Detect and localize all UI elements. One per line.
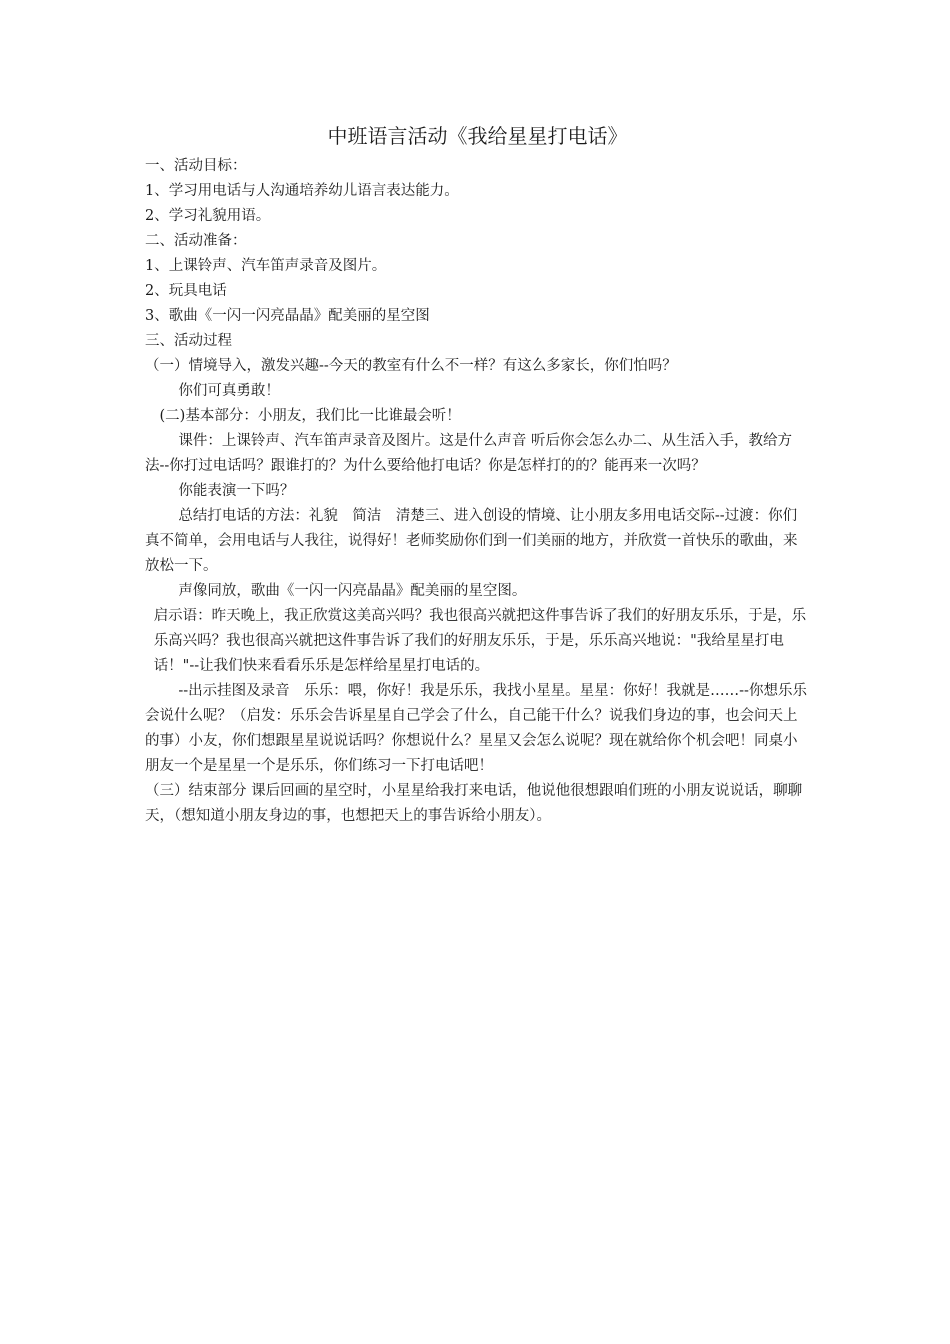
- section-heading-process: 三、活动过程: [145, 333, 232, 349]
- process-part-2-song: 声像同放，歌曲《一闪一闪亮晶晶》配美丽的星空图。: [178, 583, 527, 599]
- process-part-2-courseware: 课件：上课铃声、汽车笛声录音及图片。这是什么声音 听后你会怎么办二、从生活入手，教给方法--你打过电话吗？跟谁打的？为什么要给他打电话？你是怎样打的的？能再来一次吗？: [145, 433, 792, 474]
- process-part-2-summary: 总结打电话的方法：礼貌 简洁 清楚三、进入创设的情境、让小朋友多用电话交际--过渡：你们真不简单，会用电话与人我往，说得好！老师奖励你们到一们美丽的地方，并欣赏一首快乐的歌曲，来放松一下。: [145, 508, 798, 574]
- document-page: [145, 120, 810, 829]
- preparation-item-3: 3、歌曲《一闪一闪亮晶晶》配美丽的星空图: [145, 308, 430, 324]
- process-part-1-followup: 你们可真勇敢！: [178, 383, 280, 399]
- process-part-2-hint: 启示语：昨天晚上，我正欣赏这美高兴吗？我也很高兴就把这件事告诉了我们的好朋友乐乐，于是，乐乐高兴吗？我也很高兴就把这件事告诉了我们的好朋友乐乐，于是，乐乐高兴地说："我给星星打电话！"--让我们快来看看乐乐是怎样给星星打电话的。: [153, 608, 807, 674]
- section-heading-preparation: 二、活动准备：: [145, 233, 247, 249]
- process-part-2-dialogue: --出示挂图及录音 乐乐：喂，你好！我是乐乐，我找小星星。星星：你好！我就是……--你想乐乐会说什么呢？（启发：乐乐会告诉星星自己学会了什么，自己能干什么？说我们身边的事，也会问天上的事）小友，你们想跟星星说说话吗？你想说什么？星星又会怎么说呢？现在就给你个机会吧！同桌小朋友一个是星星一个是乐乐，你们练习一下打电话吧！: [145, 683, 807, 774]
- process-part-1: （一）情境导入，激发兴趣--今天的教室有什么不一样？有这么多家长，你们怕吗？: [145, 358, 677, 374]
- process-part-2-heading: (二)基本部分：小朋友，我们比一比谁最会听！: [159, 408, 461, 424]
- goal-item-1: 1、学习用电话与人沟通培养幼儿语言表达能力。: [145, 183, 459, 199]
- section-heading-goals: 一、活动目标：: [145, 158, 247, 174]
- goal-item-2: 2、学习礼貌用语。: [145, 208, 271, 224]
- process-part-2-perform: 你能表演一下吗？: [178, 483, 295, 499]
- preparation-item-1: 1、上课铃声、汽车笛声录音及图片。: [145, 258, 387, 274]
- preparation-item-2: 2、玩具电话: [145, 283, 227, 299]
- document-title: 中班语言活动《我给星星打电话》: [327, 124, 628, 148]
- process-part-3: （三）结束部分 课后回画的星空时，小星星给我打来电话，他说他很想跟咱们班的小朋友说说话，聊聊天，（想知道小朋友身边的事，也想把天上的事告诉给小朋友）。: [145, 783, 803, 824]
